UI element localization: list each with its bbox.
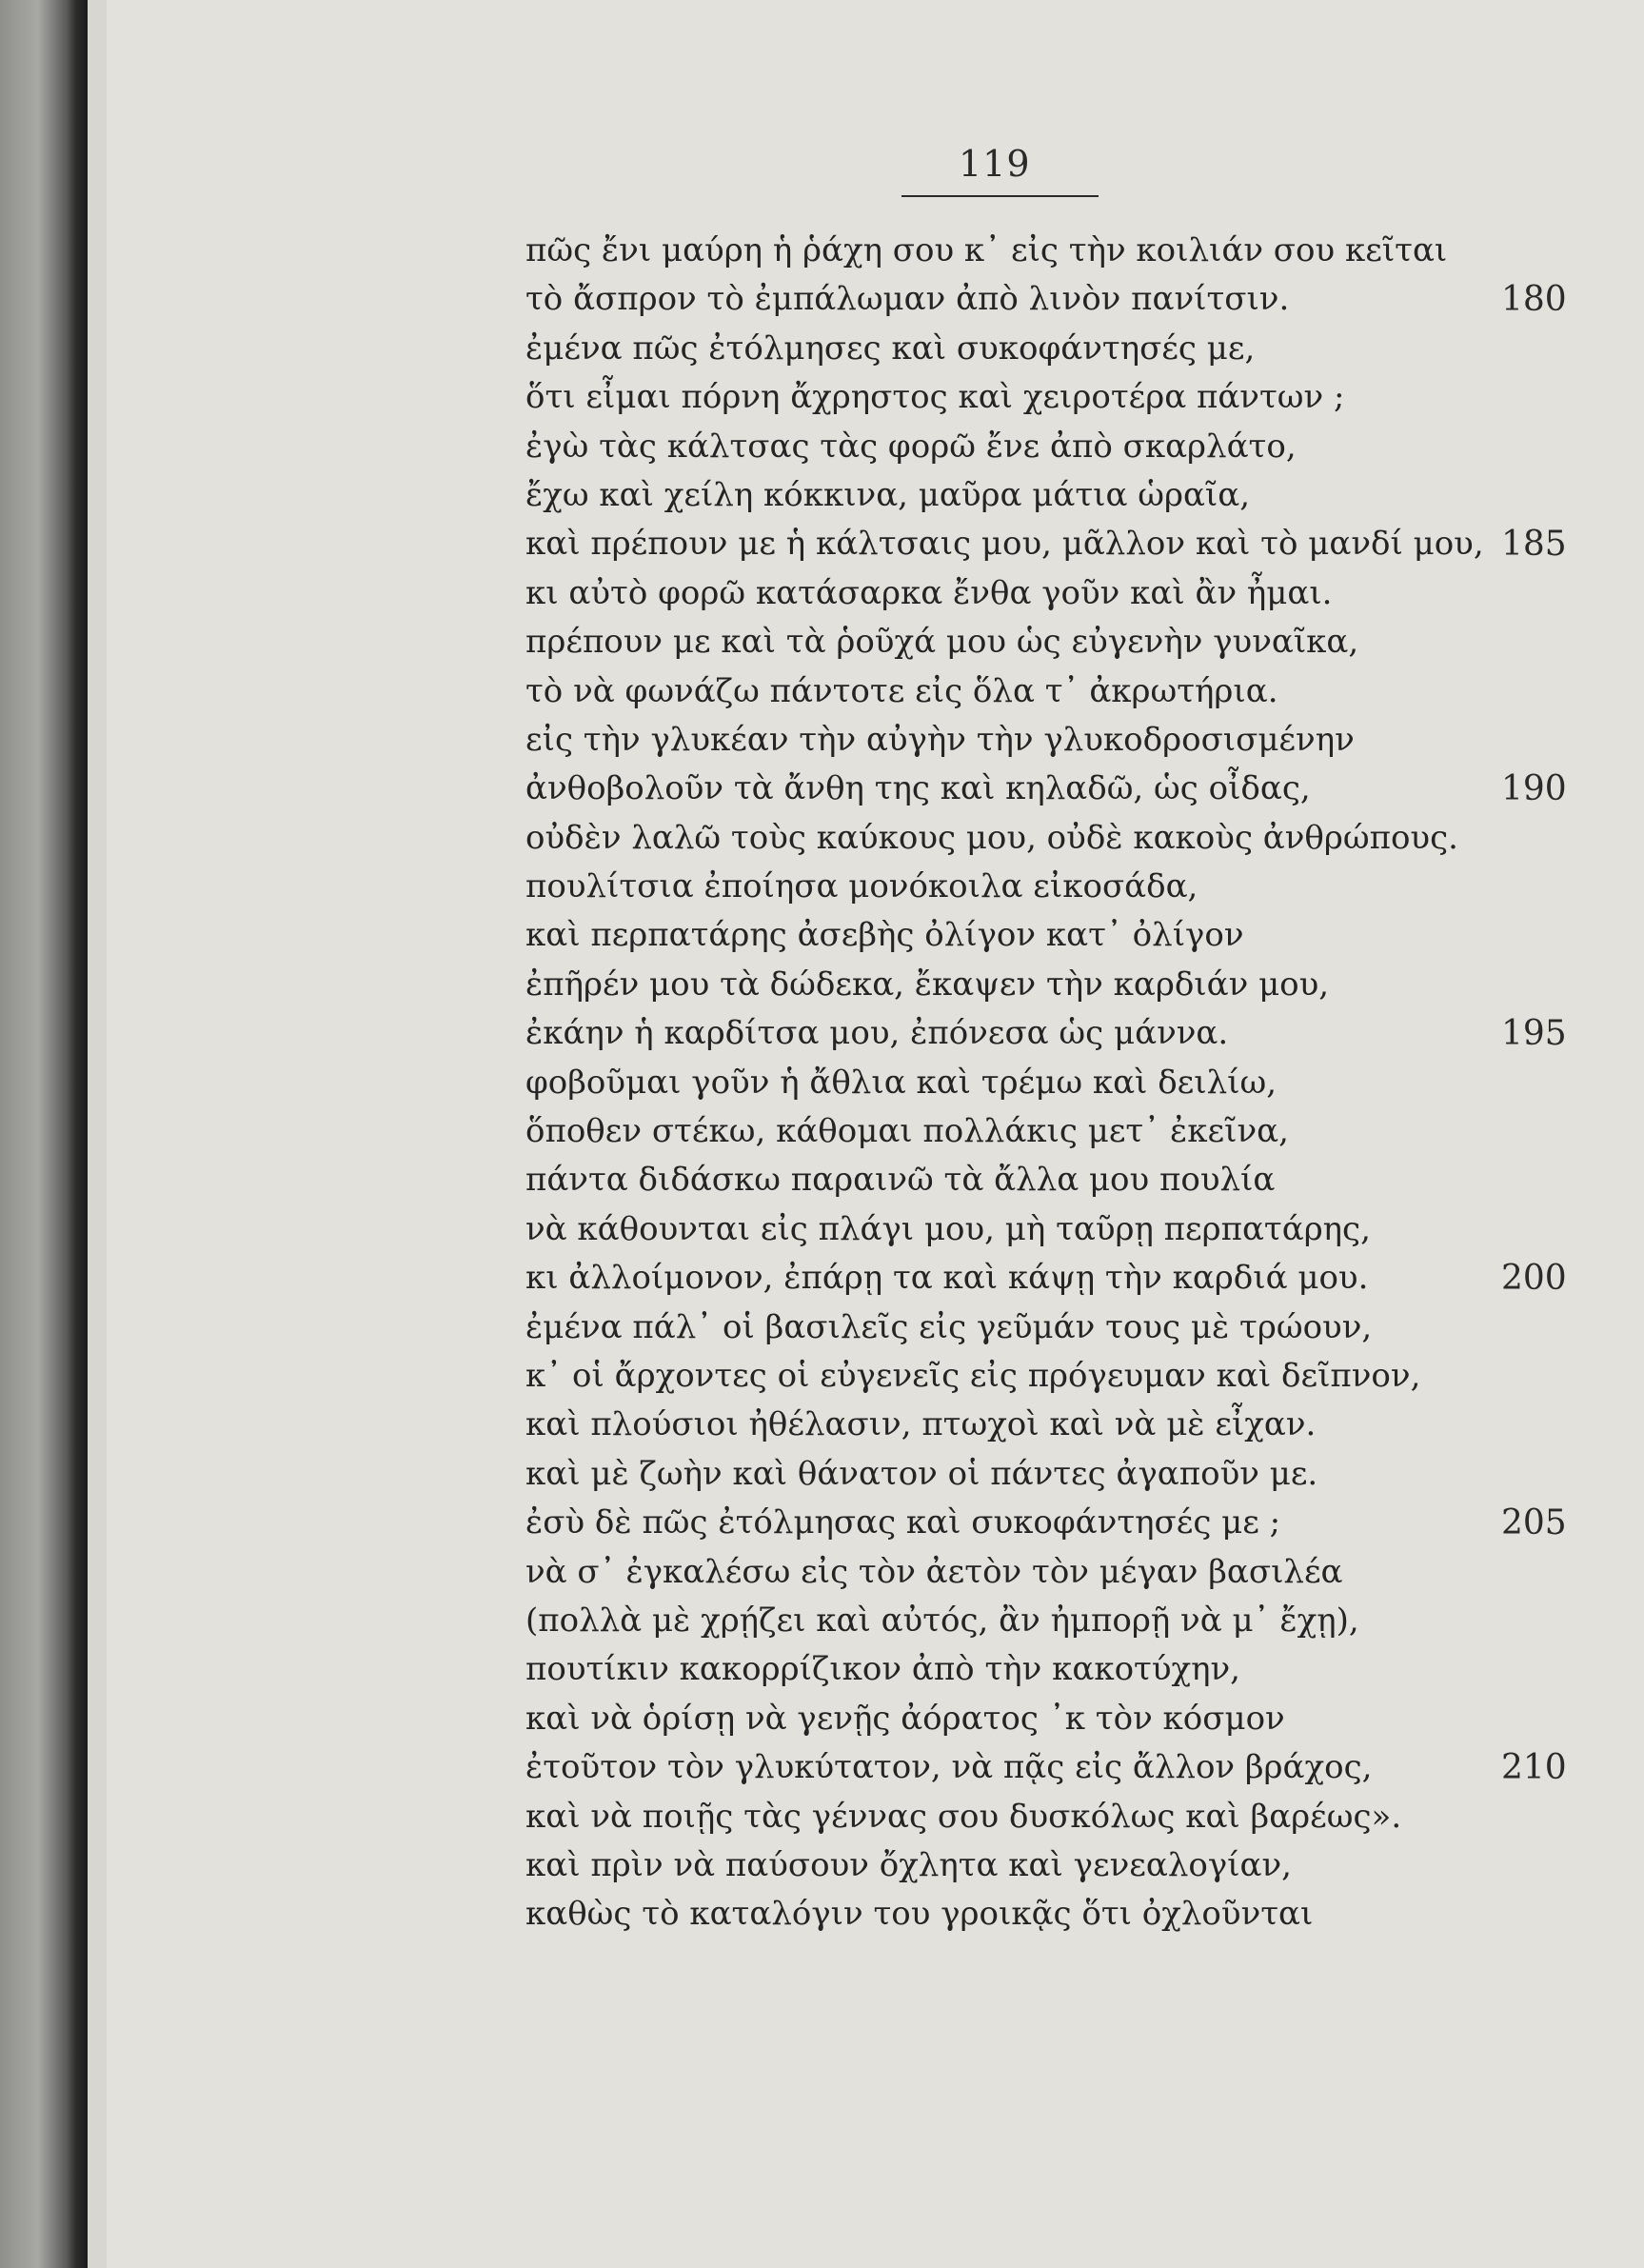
line-number: 200 xyxy=(1501,1259,1567,1299)
verse-text: καθὼς τὸ καταλόγιν του γροικᾷς ὅτι ὀχλοῦνται xyxy=(525,1895,1314,1934)
verse-text: πάντα διδάσκω παραινῶ τὰ ἄλλα μου πουλία xyxy=(525,1161,1276,1200)
verse-text: ἐκάην ἡ καρδίτσα μου, ἐπόνεσα ὡς μάννα. xyxy=(525,1014,1229,1053)
verse-line xyxy=(525,911,1639,960)
verse-line xyxy=(525,667,1639,716)
verse-text: ἔχω καὶ χείλη κόκκινα, μαῦρα μάτια ὡραῖα, xyxy=(525,475,1251,514)
verse-line xyxy=(525,373,1639,422)
verse-text: πουτίκιν κακορρίζικον ἀπὸ τὴν κακοτύχην, xyxy=(525,1650,1240,1689)
verse-line xyxy=(525,1548,1639,1597)
verse-line xyxy=(525,227,1639,275)
verse-line xyxy=(525,423,1639,471)
verse-text: κ᾽ οἱ ἄρχοντες οἱ εὐγενεῖς εἰς πρόγευμαν καὶ δεῖπνον, xyxy=(525,1356,1421,1395)
verse-line xyxy=(525,716,1639,765)
verse-text: (πολλὰ μὲ χρῄζει καὶ αὐτός, ἂν ἠμπορῇ νὰ μ᾽ ἔχῃ), xyxy=(525,1601,1359,1640)
verse-line xyxy=(525,814,1639,863)
line-number: 185 xyxy=(1501,525,1567,565)
verse-line xyxy=(525,961,1639,1009)
verse-line xyxy=(525,520,1639,568)
verse-line xyxy=(525,1695,1639,1743)
verse-text: νὰ σ᾽ ἐγκαλέσω εἰς τὸν ἀετὸν τὸν μέγαν βασιλέα xyxy=(525,1552,1343,1591)
verse-text: καὶ πλούσιοι ἠθέλασιν, πτωχοὶ καὶ νὰ μὲ εἶχαν. xyxy=(525,1405,1317,1444)
verse-text: φοβοῦμαι γοῦν ἡ ἄθλια καὶ τρέμω καὶ δειλίω, xyxy=(525,1063,1278,1102)
verse-text: ὅτι εἶμαι πόρνη ἄχρηστος καὶ χειροτέρα πάντων ; xyxy=(525,378,1345,417)
line-number: 195 xyxy=(1501,1014,1567,1054)
verse-line xyxy=(525,569,1639,618)
verse-text: ἐγὼ τὰς κάλτσας τὰς φορῶ ἔνε ἀπὸ σκαρλάτο, xyxy=(525,427,1297,466)
verse-line xyxy=(525,1156,1639,1204)
verse-text: ἐσὺ δὲ πῶς ἐτόλμησας καὶ συκοφάντησές με ; xyxy=(525,1503,1281,1542)
verse-line xyxy=(525,1499,1639,1547)
verse-line xyxy=(525,618,1639,666)
verse-text: κι ἀλλοίμονον, ἐπάρῃ τα καὶ κάψῃ τὴν καρδιά μου. xyxy=(525,1259,1369,1298)
verse-line xyxy=(525,1352,1639,1401)
verse-line xyxy=(525,1401,1639,1449)
book-gutter xyxy=(0,0,88,2268)
line-number: 190 xyxy=(1501,769,1567,809)
verse-text: ἀνθοβολοῦν τὰ ἄνθη της καὶ κηλαδῶ, ὡς οἶδας, xyxy=(525,769,1311,808)
verse-text: ἐπῆρέν μου τὰ δώδεκα, ἔκαψεν τὴν καρδιάν μου, xyxy=(525,965,1330,1004)
verse-line xyxy=(525,275,1639,324)
verse-line xyxy=(525,1597,1639,1645)
verse-line xyxy=(525,1107,1639,1156)
book-page xyxy=(107,0,1644,2268)
verse-text: καὶ περπατάρης ἀσεβὴς ὀλίγον κατ᾽ ὀλίγον xyxy=(525,916,1244,955)
verse-text: καὶ πρέπουν με ἡ κάλτσαις μου, μᾶλλον καὶ τὸ μανδί μου, xyxy=(525,525,1484,564)
verse-line xyxy=(525,765,1639,813)
verse-text: τὸ νὰ φωνάζω πάντοτε εἰς ὅλα τ᾽ ἀκρωτήρια. xyxy=(525,671,1278,710)
verse-line xyxy=(525,325,1639,373)
verse-line xyxy=(525,1303,1639,1352)
verse-text: τὸ ἄσπρον τὸ ἐμπάλωμαν ἀπὸ λινὸν πανίτσιν. xyxy=(525,280,1290,319)
verse-line xyxy=(525,1059,1639,1107)
verse-line xyxy=(525,1890,1639,1939)
verse-line xyxy=(525,1645,1639,1694)
verse-block xyxy=(525,227,1639,1940)
verse-text: πρέπουν με καὶ τὰ ῥοῦχά μου ὡς εὐγενὴν γυναῖκα, xyxy=(525,623,1359,662)
page-number: 119 xyxy=(959,143,1031,185)
line-number: 210 xyxy=(1501,1748,1567,1788)
verse-line xyxy=(525,1205,1639,1254)
verse-text: καὶ νὰ ποιῇς τὰς γέννας σου δυσκόλως καὶ βαρέως». xyxy=(525,1797,1402,1836)
line-number: 180 xyxy=(1501,280,1567,320)
verse-text: οὐδὲν λαλῶ τοὺς καύκους μου, οὐδὲ κακοὺς ἀνθρώπους. xyxy=(525,818,1458,857)
verse-text: ἐμένα πῶς ἐτόλμησες καὶ συκοφάντησές με, xyxy=(525,328,1256,368)
verse-line xyxy=(525,1254,1639,1303)
verse-line xyxy=(525,471,1639,520)
verse-text: ἐμένα πάλ᾽ οἱ βασιλεῖς εἰς γεῦμάν τους μὲ τρώουν, xyxy=(525,1307,1373,1346)
verse-line xyxy=(525,863,1639,911)
verse-line xyxy=(525,1450,1639,1499)
line-number: 205 xyxy=(1501,1503,1567,1543)
verse-line xyxy=(525,1841,1639,1890)
verse-text: ὅποθεν στέκω, κάθομαι πολλάκις μετ᾽ ἐκεῖνα, xyxy=(525,1112,1289,1151)
verse-text: νὰ κάθουνται εἰς πλάγι μου, μὴ ταῦρῃ περπατάρης, xyxy=(525,1209,1371,1248)
verse-text: πουλίτσια ἐποίησα μονόκοιλα εἰκοσάδα, xyxy=(525,867,1198,906)
verse-line xyxy=(525,1793,1639,1841)
verse-text: καὶ μὲ ζωὴν καὶ θάνατον οἱ πάντες ἀγαποῦν με. xyxy=(525,1454,1318,1493)
verse-text: πῶς ἔνι μαύρη ἡ ῥάχη σου κ᾽ εἰς τὴν κοιλιάν σου κεῖται xyxy=(525,231,1448,269)
verse-text: εἰς τὴν γλυκέαν τὴν αὐγὴν τὴν γλυκοδροσισμένην xyxy=(525,720,1355,759)
verse-line xyxy=(525,1009,1639,1058)
verse-text: κι αὐτὸ φορῶ κατάσαρκα ἔνθα γοῦν καὶ ἂν ἦμαι. xyxy=(525,573,1333,612)
verse-text: καὶ νὰ ὁρίσῃ νὰ γενῇς ἀόρατος ᾽κ τὸν κόσμον xyxy=(525,1699,1285,1738)
verse-line xyxy=(525,1743,1639,1792)
page-number-rule xyxy=(901,195,1099,197)
verse-text: ἐτοῦτον τὸν γλυκύτατον, νὰ πᾷς εἰς ἄλλον βράχος, xyxy=(525,1748,1373,1787)
verse-text: καὶ πρὶν νὰ παύσουν ὄχλητα καὶ γενεαλογίαν, xyxy=(525,1845,1292,1884)
